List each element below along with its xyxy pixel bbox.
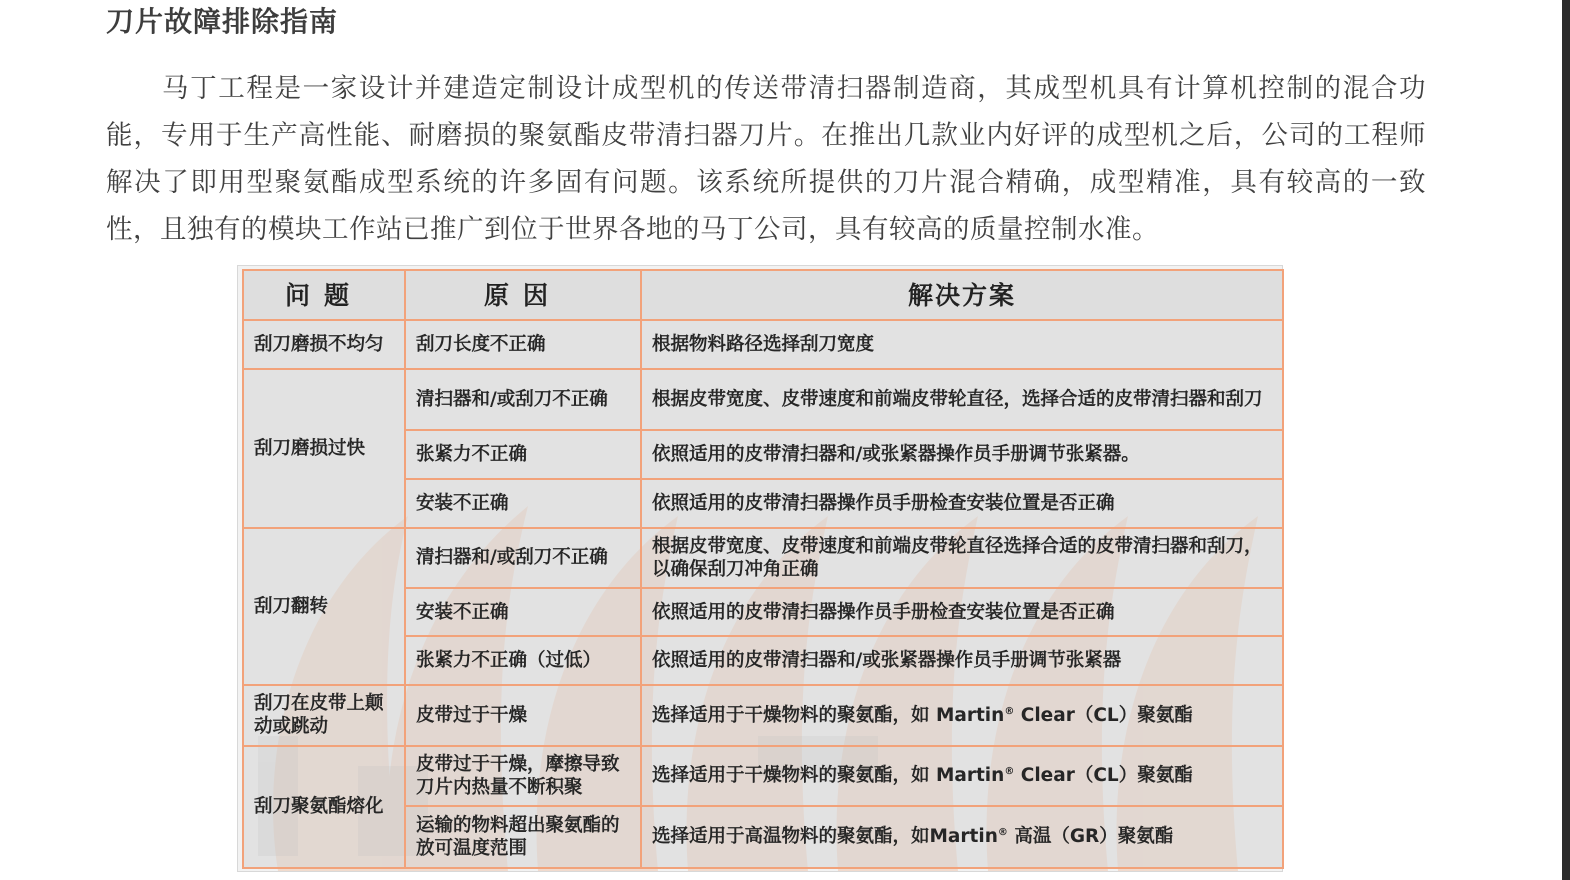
cause-cell: 安装不正确 [405,479,641,528]
registered-mark: ® [1004,765,1015,777]
troubleshooting-table [242,269,1284,869]
header-cause: 原因 [405,270,641,320]
solution-cell: 根据物料路径选择刮刀宽度 [641,320,1283,369]
solution-cell: 根据皮带宽度、皮带速度和前端皮带轮直径选择合适的皮带清扫器和刮刀，以确保刮刀冲角正确 [641,528,1283,588]
table-row [243,685,1283,745]
problem-cell: 刮刀磨损过快 [243,369,405,528]
solution-text: 选择适用于高温物料的聚氨酯，如Martin [652,826,998,848]
cause-cell: 张紧力不正确（过低） [405,636,641,685]
table-row [243,746,1283,806]
cause-cell: 皮带过于干燥，摩擦导致刀片内热量不断积聚 [405,746,641,806]
problem-cell: 刮刀聚氨酯熔化 [243,746,405,869]
page-title: 刀片故障排除指南 [106,5,339,38]
cause-cell: 刮刀长度不正确 [405,320,641,369]
problem-cell: 刮刀在皮带上颠动或跳动 [243,685,405,745]
solution-text: 选择适用于干燥物料的聚氨酯，如 Martin [652,765,1005,787]
solution-cell: 依照适用的皮带清扫器和/或张紧器操作员手册调节张紧器。 [641,430,1283,479]
cause-cell: 运输的物料超出聚氨酯的放可温度范围 [405,806,641,868]
solution-cell: 依照适用的皮带清扫器和/或张紧器操作员手册调节张紧器 [641,636,1283,685]
cause-cell: 皮带过于干燥 [405,685,641,745]
solution-text: 高温（GR）聚氨酯 [1007,826,1174,848]
problem-cell: 刮刀翻转 [243,528,405,686]
solution-text: Clear（CL）聚氨酯 [1014,704,1193,726]
intro-paragraph: 马丁工程是一家设计并建造定制设计成型机的传送带清扫器制造商，其成型机具有计算机控制的混合功能，专用于生产高性能、耐磨损的聚氨酯皮带清扫器刀片。在推出几款业内好评的成型机之后，公司的工程师解决了即用型聚氨酯成型系统的许多固有问题。该系统所提供的刀片混合精确，成型精准，具有较高的一致性，且独有的模块工作站已推广到位于世界各地的马丁公司，具有较高的质量控制水准。 [106,73,1426,245]
window-edge-bar [1562,0,1570,880]
registered-mark: ® [997,827,1008,839]
solution-cell [641,685,1283,745]
table-row [243,369,1283,429]
registered-mark: ® [1004,705,1015,717]
cause-cell: 清扫器和/或刮刀不正确 [405,528,641,588]
table-row [243,320,1283,369]
solution-text: 选择适用于干燥物料的聚氨酯，如 Martin [652,704,1005,726]
cause-cell: 安装不正确 [405,588,641,636]
cause-cell: 张紧力不正确 [405,430,641,479]
problem-cell: 刮刀磨损不均匀 [243,320,405,369]
solution-cell: 根据皮带宽度、皮带速度和前端皮带轮直径，选择合适的皮带清扫器和刮刀 [641,369,1283,429]
solution-cell [641,806,1283,868]
header-solution: 解决方案 [641,270,1283,320]
table-header-row [243,270,1283,320]
solution-cell: 依照适用的皮带清扫器操作员手册检查安装位置是否正确 [641,588,1283,636]
solution-text: Clear（CL）聚氨酯 [1014,765,1193,787]
troubleshooting-table-frame [237,265,1283,872]
table-row [243,528,1283,588]
header-problem: 问题 [243,270,405,320]
cause-cell: 清扫器和/或刮刀不正确 [405,369,641,429]
solution-cell [641,746,1283,806]
solution-cell: 依照适用的皮带清扫器操作员手册检查安装位置是否正确 [641,479,1283,528]
